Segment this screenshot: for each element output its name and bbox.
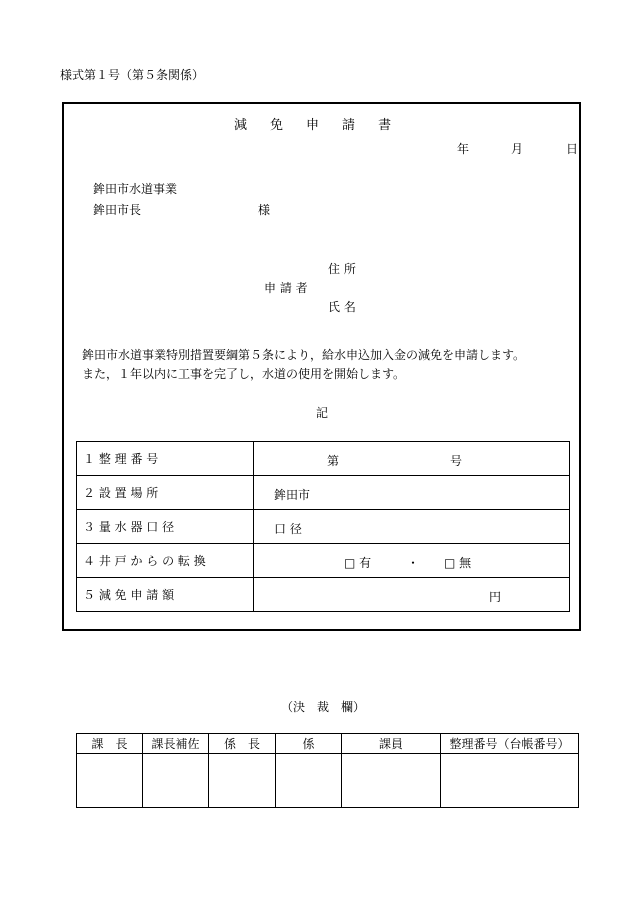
item-value bbox=[254, 442, 570, 476]
date-month-label: 月 bbox=[511, 142, 524, 156]
approval-header-cell: 整理番号（台帳番号） bbox=[441, 734, 579, 754]
approval-section-caption: （決 裁 欄） bbox=[281, 700, 366, 714]
reduction-amount-unit: 円 bbox=[489, 590, 502, 604]
title-char: 申 bbox=[306, 118, 320, 133]
title-char: 請 bbox=[342, 118, 356, 133]
title-char: 書 bbox=[378, 118, 392, 133]
well-conversion-separator: ・ bbox=[407, 556, 420, 570]
item-value bbox=[254, 578, 570, 612]
approval-header-row bbox=[77, 734, 579, 754]
approval-header-cell: 課長補佐 bbox=[143, 734, 209, 754]
applicant-name-label: 氏 名 bbox=[328, 300, 356, 314]
application-items-table bbox=[76, 441, 570, 612]
addressee-honorific: 様 bbox=[258, 203, 271, 217]
ki-heading: 記 bbox=[316, 406, 329, 420]
serial-number-suffix: 号 bbox=[450, 454, 463, 468]
form-number-label: 様式第１号（第５条関係） bbox=[60, 68, 205, 82]
applicant-address-label: 住 所 bbox=[328, 262, 356, 276]
addressee-mayor: 鉾田市長 bbox=[93, 203, 142, 217]
title-char: 減 bbox=[234, 118, 248, 133]
date-day-label: 日 bbox=[566, 142, 579, 156]
item-label: ４ 井 戸 か ら の 転 換 bbox=[77, 544, 254, 578]
applicant-label: 申 請 者 bbox=[264, 281, 308, 295]
item-label: ５ 減 免 申 請 額 bbox=[77, 578, 254, 612]
title-char: 免 bbox=[270, 118, 284, 133]
well-conversion-no-checkbox[interactable]: □ 無 bbox=[444, 556, 472, 570]
meter-diameter-value: 口 径 bbox=[274, 522, 302, 536]
approval-header-cell: 課員 bbox=[342, 734, 441, 754]
approval-header-cell: 係 bbox=[276, 734, 342, 754]
table-row bbox=[77, 544, 570, 578]
approval-stamp-cell[interactable] bbox=[143, 754, 209, 808]
approval-header-cell: 係 長 bbox=[209, 734, 276, 754]
approval-stamp-row bbox=[77, 754, 579, 808]
approval-stamp-cell[interactable] bbox=[276, 754, 342, 808]
item-label: ３ 量 水 器 口 径 bbox=[77, 510, 254, 544]
table-row bbox=[77, 476, 570, 510]
body-text-line-2: また，１年以内に工事を完了し，水道の使用を開始します。 bbox=[82, 367, 406, 381]
addressee-org: 鉾田市水道事業 bbox=[93, 182, 178, 196]
serial-number-prefix: 第 bbox=[327, 454, 340, 468]
item-value bbox=[254, 544, 570, 578]
approval-stamp-cell[interactable] bbox=[77, 754, 143, 808]
form-title bbox=[234, 114, 391, 133]
approval-stamp-cell[interactable] bbox=[342, 754, 441, 808]
item-label: １ 整 理 番 号 bbox=[77, 442, 254, 476]
approval-table bbox=[76, 733, 579, 808]
table-row bbox=[77, 510, 570, 544]
body-text-line-1: 鉾田市水道事業特別措置要綱第５条により，給水申込加入金の減免を申請します。 bbox=[82, 348, 526, 362]
well-conversion-yes-checkbox[interactable]: □ 有 bbox=[344, 556, 372, 570]
table-row bbox=[77, 578, 570, 612]
approval-stamp-cell[interactable] bbox=[209, 754, 276, 808]
installation-location-value: 鉾田市 bbox=[274, 488, 311, 502]
approval-header-cell: 課 長 bbox=[77, 734, 143, 754]
approval-stamp-cell[interactable] bbox=[441, 754, 579, 808]
item-value bbox=[254, 510, 570, 544]
item-value bbox=[254, 476, 570, 510]
date-year-label: 年 bbox=[457, 142, 470, 156]
table-row bbox=[77, 442, 570, 476]
item-label: ２ 設 置 場 所 bbox=[77, 476, 254, 510]
